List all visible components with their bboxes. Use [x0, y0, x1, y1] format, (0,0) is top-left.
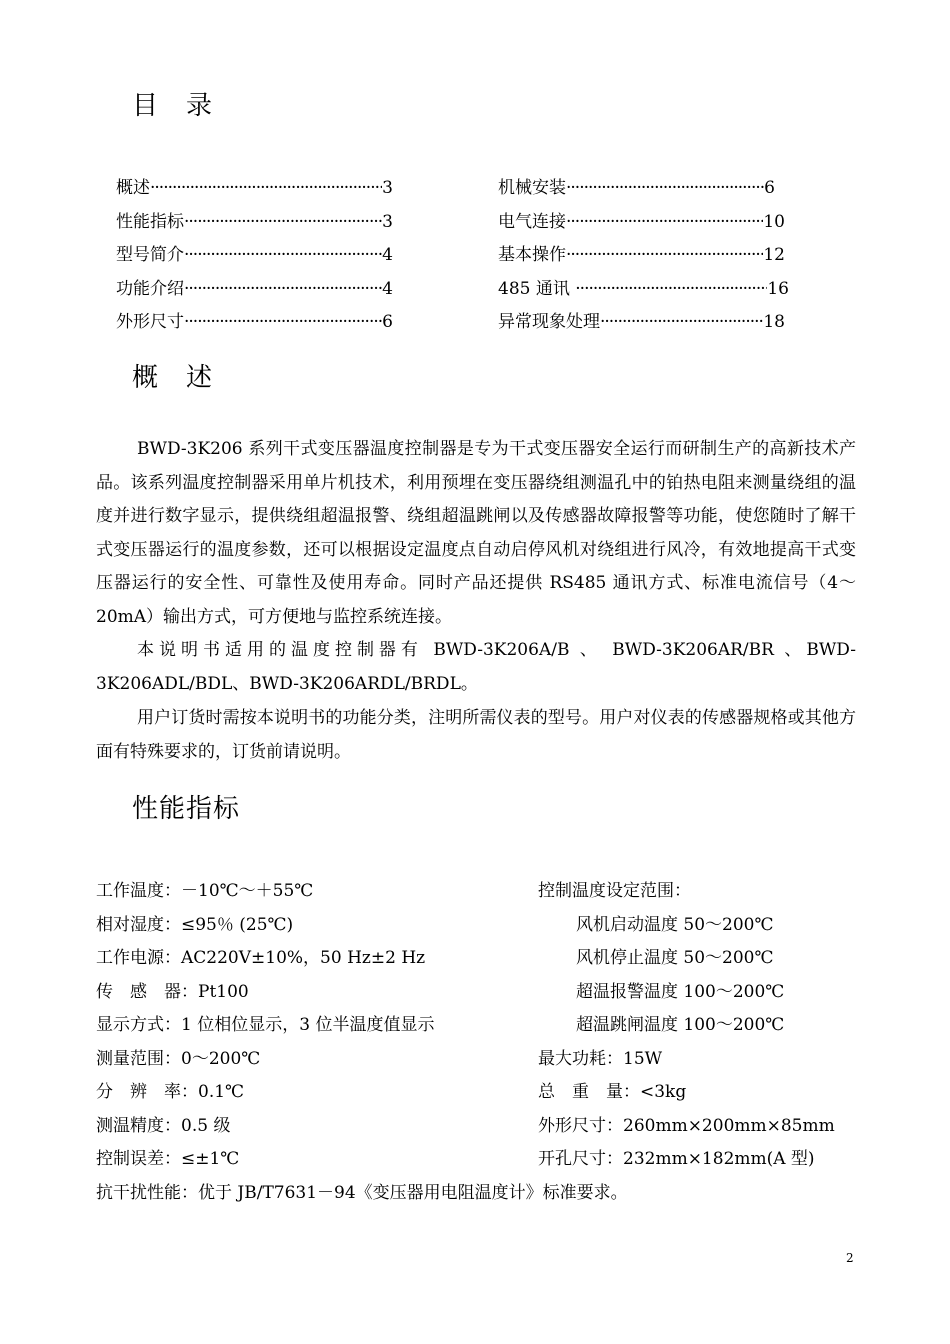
- spec-subitem: 风机停止温度 50～200℃: [576, 948, 774, 968]
- spec-item: 相对湿度：≤95％ (25℃): [96, 915, 294, 935]
- spec-item: 控制误差：≤±1℃: [96, 1149, 240, 1169]
- toc-leader-dots: [566, 177, 764, 199]
- toc-item[interactable]: [498, 177, 775, 199]
- toc-item[interactable]: [116, 244, 393, 266]
- toc-leader-dots: [184, 244, 382, 266]
- spec-subitem: 风机启动温度 50～200℃: [576, 915, 774, 935]
- spec-item-header: 控制温度设定范围：: [538, 881, 691, 901]
- toc-item[interactable]: [498, 311, 785, 333]
- spec-subitem: 超温跳闸温度 100～200℃: [576, 1015, 785, 1035]
- toc-item-label: 机械安装: [498, 178, 566, 198]
- toc-leader-dots: [184, 211, 382, 233]
- performance-title: 性能指标: [132, 794, 241, 824]
- toc-item-label: 异常现象处理: [498, 312, 600, 332]
- toc-leader-dots: [566, 211, 763, 233]
- toc-leader-dots: [600, 311, 763, 333]
- spec-item: 传 感 器：Pt100: [96, 982, 249, 1002]
- spec-item: 测量范围：0～200℃: [96, 1049, 261, 1069]
- toc-item-label: 型号简介: [116, 245, 184, 265]
- toc-item-label: 外形尺寸: [116, 312, 184, 332]
- spec-subitem: 超温报警温度 100～200℃: [576, 982, 785, 1002]
- toc-item-page: 6: [382, 312, 393, 332]
- spec-item: 显示方式：1 位相位显示，3 位半温度值显示: [96, 1015, 435, 1035]
- overview-paragraph-3: 用户订货时需按本说明书的功能分类，注明所需仪表的型号。用户对仪表的传感器规格或其他方面有特殊要求的，订货前请说明。: [96, 708, 856, 762]
- toc-item[interactable]: [116, 211, 393, 233]
- toc-leader-dots: [575, 278, 767, 300]
- overview-paragraph-1: BWD-3K206 系列干式变压器温度控制器是专为干式变压器安全运行而研制生产的高新技术产品。该系列温度控制器采用单片机技术，利用预埋在变压器绕组测温孔中的铂热电阻来测量绕组的温度并进行数字显示，提供绕组超温报警、绕组超温跳闸以及传感器故障报警等功能，使您随时了解干式变压器运行的温度参数，还可以根据设定温度点自动启停风机对绕组进行风冷，有效地提高干式变压器运行的安全性、可靠性及使用寿命。同时产品还提供 RS485 通讯方式、标准电流信号（4～20mA）输出方式，可方便地与监控系统连接。: [96, 439, 856, 627]
- toc-item-label: 基本操作: [498, 245, 566, 265]
- overview-title: 概 述: [132, 363, 214, 393]
- spec-item: 最大功耗：15W: [538, 1049, 663, 1069]
- toc-item[interactable]: [498, 244, 785, 266]
- toc-leader-dots: [566, 244, 763, 266]
- toc-item-page: 4: [382, 245, 393, 265]
- spec-item: 开孔尺寸：232mm×182mm(A 型): [538, 1149, 815, 1169]
- toc-item-page: 16: [767, 279, 789, 299]
- toc-item[interactable]: [498, 211, 785, 233]
- toc-title: 目 录: [132, 91, 214, 121]
- toc-item[interactable]: [116, 311, 393, 333]
- spec-item: 外形尺寸：260mm×200mm×85mm: [538, 1116, 835, 1136]
- toc-item[interactable]: [498, 278, 789, 300]
- toc-item-page: 3: [382, 212, 393, 232]
- toc-item-page: 6: [764, 178, 775, 198]
- spec-item: 测温精度：0.5 级: [96, 1116, 231, 1136]
- overview-paragraph-2: 本说明书适用的温度控制器有 BWD-3K206A/B 、 BWD-3K206AR/BR 、BWD-3K206ADL/BDL、BWD-3K206ARDL/BRDL。: [96, 640, 856, 694]
- toc-leader-dots: [184, 278, 382, 300]
- spec-item: 分 辨 率：0.1℃: [96, 1082, 245, 1102]
- spec-item: 工作温度：－10℃～＋55℃: [96, 881, 314, 901]
- toc-item-label: 概述: [116, 178, 150, 198]
- spec-item: 总 重 量：<3kg: [538, 1082, 687, 1102]
- spec-footer-line: 抗干扰性能：优于 JB/T7631－94《变压器用电阻温度计》标准要求。: [96, 1183, 628, 1203]
- toc-item-page: 10: [763, 212, 785, 232]
- toc-item-page: 12: [763, 245, 785, 265]
- toc-leader-dots: [150, 177, 382, 199]
- toc-item[interactable]: [116, 177, 393, 199]
- toc-item-label: 485 通讯: [498, 279, 576, 299]
- toc-item-label: 性能指标: [116, 212, 184, 232]
- page-number: 2: [846, 1251, 854, 1265]
- toc-item-page: 3: [382, 178, 393, 198]
- toc-item-label: 电气连接: [498, 212, 566, 232]
- toc-item[interactable]: [116, 278, 393, 300]
- spec-item: 工作电源：AC220V±10%，50 Hz±2 Hz: [96, 948, 426, 968]
- toc-item-label: 功能介绍: [116, 279, 184, 299]
- toc-leader-dots: [184, 311, 382, 333]
- toc-item-page: 4: [382, 279, 393, 299]
- toc-item-page: 18: [763, 312, 785, 332]
